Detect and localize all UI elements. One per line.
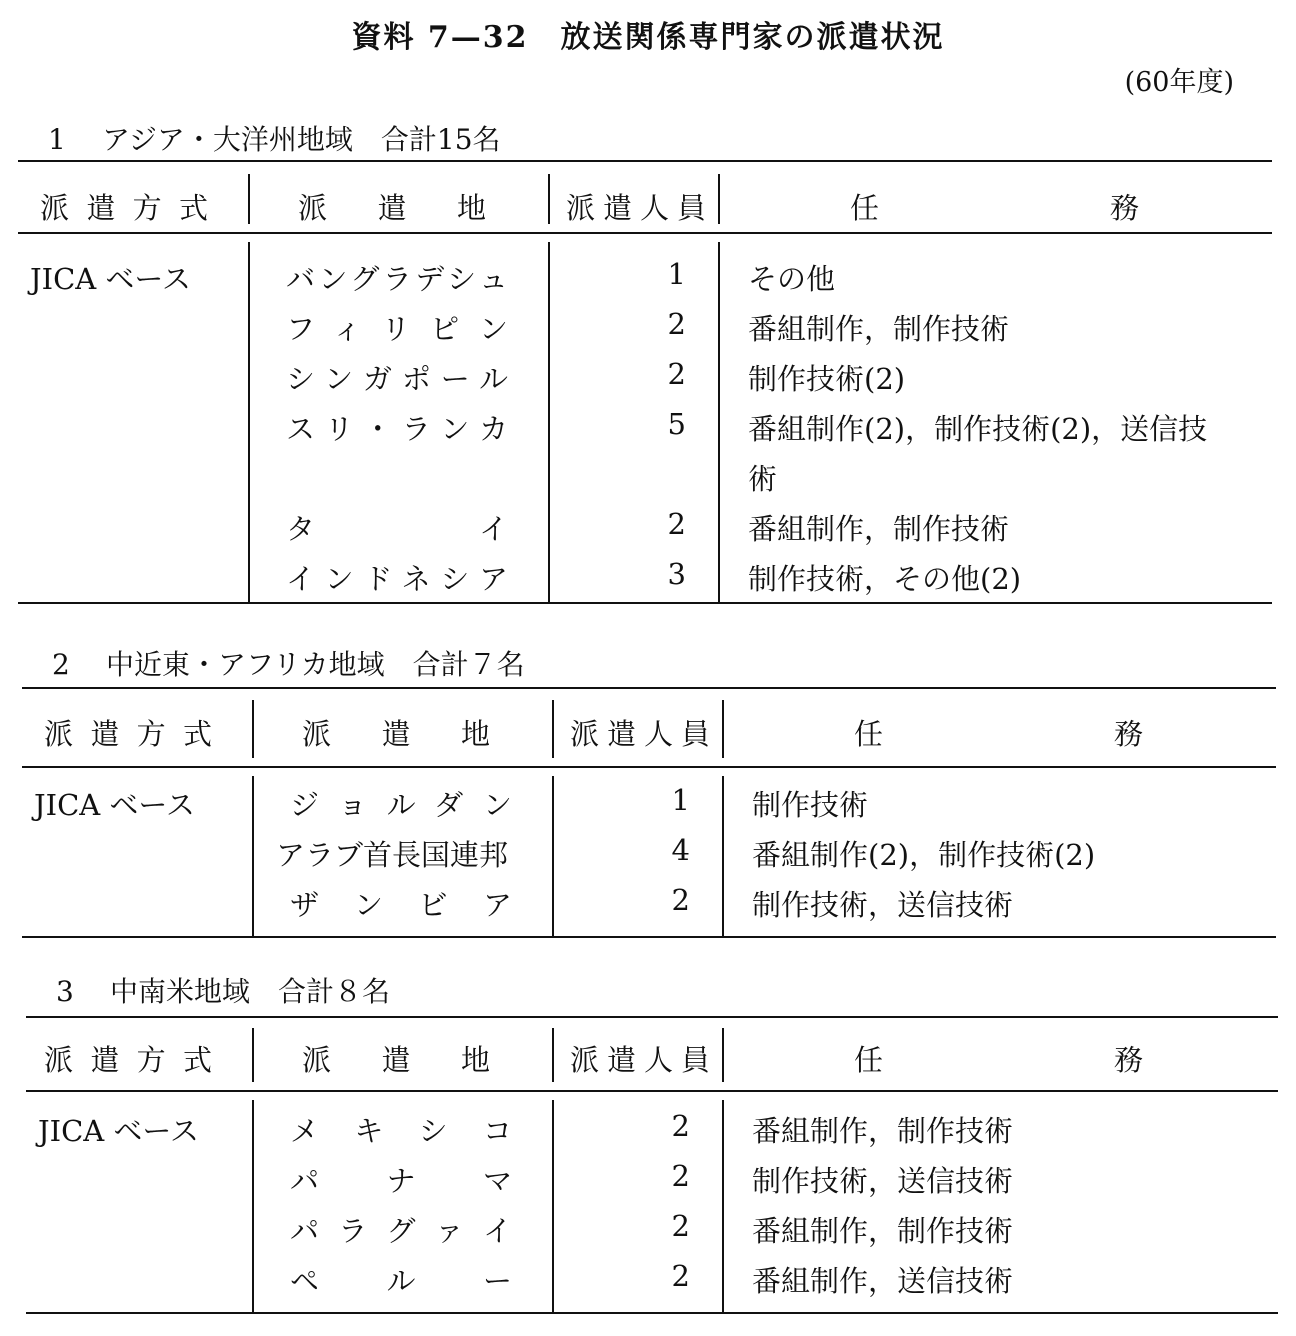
column-divider (248, 174, 250, 224)
personnel-count: 1 (671, 783, 690, 817)
dispatch-method: JICA ベース (34, 788, 195, 822)
header-bottom-rule (18, 232, 1272, 234)
destination-text: インドネシア (286, 562, 508, 596)
header-duty-left: 任 (854, 1043, 884, 1077)
table-bottom-rule (18, 602, 1272, 604)
column-divider (252, 1028, 254, 1082)
personnel-count: 2 (671, 1109, 690, 1143)
column-divider (252, 1100, 254, 1312)
header-destination-text: 派遣地 (302, 717, 498, 751)
header-destination-text: 派遣地 (298, 191, 494, 225)
duty: 番組制作，制作技術 (752, 1214, 1014, 1248)
destination (286, 307, 508, 348)
column-divider (552, 1028, 554, 1082)
duty: 番組制作(2)，制作技術(2) (752, 838, 1096, 872)
duty: 制作技術，送信技術 (752, 1164, 1014, 1198)
duty: 番組制作，制作技術 (748, 312, 1010, 346)
section-number: 1 (48, 123, 66, 156)
section-number: 3 (56, 975, 74, 1008)
duty: その他 (748, 262, 836, 296)
personnel-count: 2 (667, 507, 686, 541)
destination (276, 833, 508, 874)
section-title (56, 970, 390, 1010)
personnel-count: 4 (671, 833, 690, 867)
personnel-count: 3 (667, 557, 686, 591)
destination-text: ジョルダン (290, 788, 512, 822)
column-divider (252, 700, 254, 758)
table-top-rule (22, 687, 1276, 689)
duty: 制作技術 (752, 788, 869, 822)
duty: 番組制作(2)，制作技術(2)，送信技 (748, 412, 1208, 446)
table-top-rule (26, 1016, 1278, 1018)
destination-text: ザンビア (290, 888, 512, 922)
section-heading: 中南米地域 合計８名 (110, 975, 391, 1008)
destination-text: バングラデシュ (286, 262, 508, 296)
column-divider (722, 1100, 724, 1312)
dispatch-method: JICA ベース (38, 1114, 199, 1148)
fiscal-year-note: (60年度) (1124, 67, 1234, 98)
header-duty-right: 務 (1114, 1043, 1144, 1077)
document-title: 資料 7—32 放送関係専門家の派遣状況 (351, 20, 945, 55)
destination (290, 1109, 512, 1150)
duty: 制作技術，その他(2) (748, 562, 1022, 596)
table-bottom-rule (26, 1312, 1278, 1314)
header-duty-left: 任 (854, 717, 884, 751)
destination (286, 357, 508, 398)
column-divider (722, 1028, 724, 1082)
header-personnel-text: 派遣人員 (566, 191, 715, 225)
personnel-count: 2 (667, 307, 686, 341)
duty: 制作技術(2) (748, 362, 906, 396)
header-bottom-rule (22, 766, 1276, 768)
column-divider (722, 700, 724, 758)
header-personnel (570, 1038, 719, 1079)
column-divider (548, 174, 550, 224)
personnel-count: 5 (667, 407, 686, 441)
column-divider (248, 242, 250, 602)
header-method-text: 派遣方式 (44, 1043, 220, 1077)
header-destination-text: 派遣地 (302, 1043, 498, 1077)
column-divider (552, 700, 554, 758)
column-divider (252, 776, 254, 936)
destination-text: パラグァイ (290, 1214, 512, 1248)
header-duty-right: 務 (1114, 717, 1144, 751)
header-duty-right: 務 (1110, 191, 1140, 225)
destination-text: スリ・ランカ (286, 412, 508, 446)
section-title (52, 643, 525, 683)
destination-text: メキシコ (290, 1114, 512, 1148)
duty: 制作技術，送信技術 (752, 888, 1014, 922)
duty-continuation: 術 (748, 462, 778, 496)
duty: 番組制作，制作技術 (748, 512, 1010, 546)
destination (286, 407, 508, 448)
header-method (44, 1038, 220, 1079)
column-divider (718, 174, 720, 224)
column-divider (718, 242, 720, 602)
column-divider (552, 1100, 554, 1312)
section-heading: アジア・大洋州地域 合計15名 (102, 123, 501, 156)
header-method-text: 派遣方式 (44, 717, 220, 751)
personnel-count: 2 (671, 1159, 690, 1193)
header-method (44, 712, 220, 753)
header-personnel (570, 712, 719, 753)
destination-text: パナマ (290, 1164, 512, 1198)
column-divider (548, 242, 550, 602)
section-heading: 中近東・アフリカ地域 合計７名 (106, 648, 525, 681)
destination-text: シンガポール (286, 362, 508, 396)
personnel-count: 2 (671, 1209, 690, 1243)
destination-text: タイ (286, 512, 508, 546)
header-destination (298, 186, 494, 227)
table-top-rule (18, 160, 1272, 162)
header-personnel-text: 派遣人員 (570, 717, 719, 751)
header-destination (302, 712, 498, 753)
column-divider (552, 776, 554, 936)
destination (290, 1259, 512, 1300)
dispatch-method: JICA ベース (30, 262, 191, 296)
header-destination (302, 1038, 498, 1079)
destination (290, 783, 512, 824)
header-method-text: 派遣方式 (40, 191, 216, 225)
personnel-count: 1 (667, 257, 686, 291)
destination (286, 507, 508, 548)
section-number: 2 (52, 648, 70, 681)
personnel-count: 2 (671, 883, 690, 917)
destination (290, 1159, 512, 1200)
destination-text: フィリピン (286, 312, 508, 346)
header-duty-left: 任 (850, 191, 880, 225)
duty: 番組制作，送信技術 (752, 1264, 1014, 1298)
personnel-count: 2 (667, 357, 686, 391)
header-bottom-rule (26, 1090, 1278, 1092)
header-method (40, 186, 216, 227)
duty: 番組制作，制作技術 (752, 1114, 1014, 1148)
personnel-count: 2 (671, 1259, 690, 1293)
header-personnel-text: 派遣人員 (570, 1043, 719, 1077)
table-bottom-rule (22, 936, 1276, 938)
destination (286, 257, 508, 298)
destination (290, 883, 512, 924)
destination-text: アラブ首長国連邦 (276, 838, 509, 872)
header-personnel (566, 186, 715, 227)
section-title (48, 118, 501, 158)
destination-text: ペルー (290, 1264, 512, 1298)
destination (290, 1209, 512, 1250)
column-divider (722, 776, 724, 936)
destination (286, 557, 508, 598)
